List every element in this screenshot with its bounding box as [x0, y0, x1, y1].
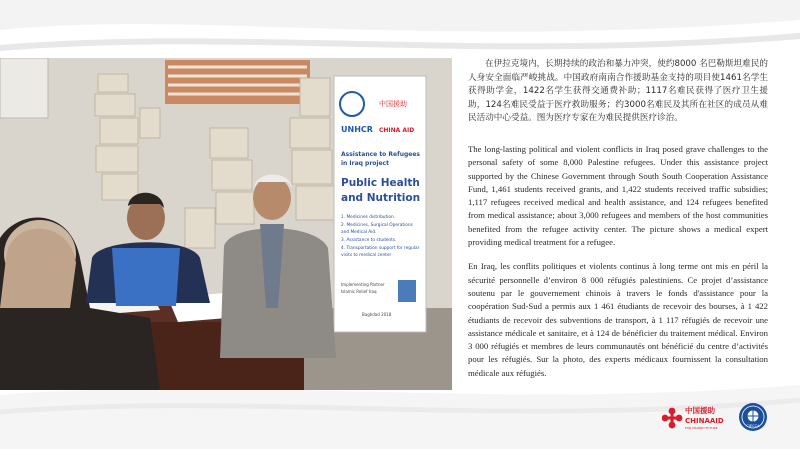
banner-partner-label: Implementing Partner [341, 282, 385, 287]
chinaaid-en-label: CHINAAID [685, 417, 724, 425]
banner-list-item: 2. Medicines, Surgical Operations [341, 223, 413, 228]
banner-title-1: Public Health [341, 177, 420, 189]
banner-title-2: and Nutrition [341, 192, 421, 204]
banner-location: Baghdad 2018 [362, 312, 392, 317]
paragraph-chinese: 在伊拉克境内，长期持续的政治和暴力冲突，使约8000 名巴勒斯坦难民的人身安全面临严峻挑战。中国政府南南合作援助基金支持的项目使1461名学生获得助学金，1422名学生获得交通费补助；1117名难民获得了医疗卫生援助，124名难民受益于医疗救助服务；约3000名难民及其所在社区的成员从难民活动中心受益。图为医疗专家在为难民提供医疗诊治。 [468, 59, 768, 124]
footer-logos [662, 400, 792, 436]
banner-list-item: and Medical Aid. [341, 230, 377, 235]
chinaaid-logo [662, 402, 726, 434]
banner-partner-name: Islamic Relief Iraq [341, 289, 377, 294]
banner-list-item: 4. Transportation support for regular [341, 246, 420, 251]
paragraph-english: The long-lasting political and violent conflicts in Iraq posed grave challenges to the personal safety of some 8,000 Palestine refugees. Under this assistance project supported by the Chinese Government through South South Cooperation Assistance Fund, 1,461 students received grants, and 1,422 students received traffic subsidies; 1,117 refugees received medical and health assistance, and 124 refugees benefited from medical assistance; about 3,000 refugees and members of the host communities benefited from the refugee activity center. The picture shows a medical expert providing medical treatment for a refugee. [468, 143, 768, 248]
banner-list-item: 1. Medicines distribution. [341, 215, 396, 220]
chinaaid-tagline: FOR SHARED FUTURE [685, 426, 718, 430]
banner-subtitle2: in Iraq project [341, 160, 389, 167]
banner-list-item: visits to medical center [341, 253, 392, 258]
banner-unhcr-label: UNHCR [341, 125, 373, 134]
ciecca-logo [738, 402, 768, 432]
chinaaid-zh-label: 中国援助 [685, 406, 715, 415]
banner-list-item: 3. Assistance to students. [341, 238, 397, 243]
ciecca-label: CIECCA [746, 424, 760, 428]
banner-chinaaid-label: CHINA AID [379, 127, 415, 134]
banner-chinaaid-zh: 中国援助 [379, 100, 407, 108]
text-column [468, 58, 768, 380]
refugee-medical-photo [0, 58, 452, 390]
paragraph-french: En Iraq, les conflits politiques et violents continus à long terme ont mis en péril la sécurité personnelle d’environ 8 000 réfugiés palestiniens. Ce projet d’assistance soutenu par le gouvernement chinois à travers le fonds d'assistance pour la coopération Sud-Sud a permis aux 1 461 étudiants de recevoir des bourses, à 1 422 étudiants de recevoir des subventions de transport, à 1 117 réfugiés de recevoir une assistance médicale et sanitaire, et à 124 de bénéficier du traitement médical. Environ 3 000 réfugiés et membres de leurs communautés ont bénéficié du centre d’activités pour les réfugiés. Sur la photo, des experts médicaux fournissent la consultation médicale aux réfugiés. [468, 261, 768, 378]
banner-subtitle: Assistance to Refugees [341, 151, 420, 158]
